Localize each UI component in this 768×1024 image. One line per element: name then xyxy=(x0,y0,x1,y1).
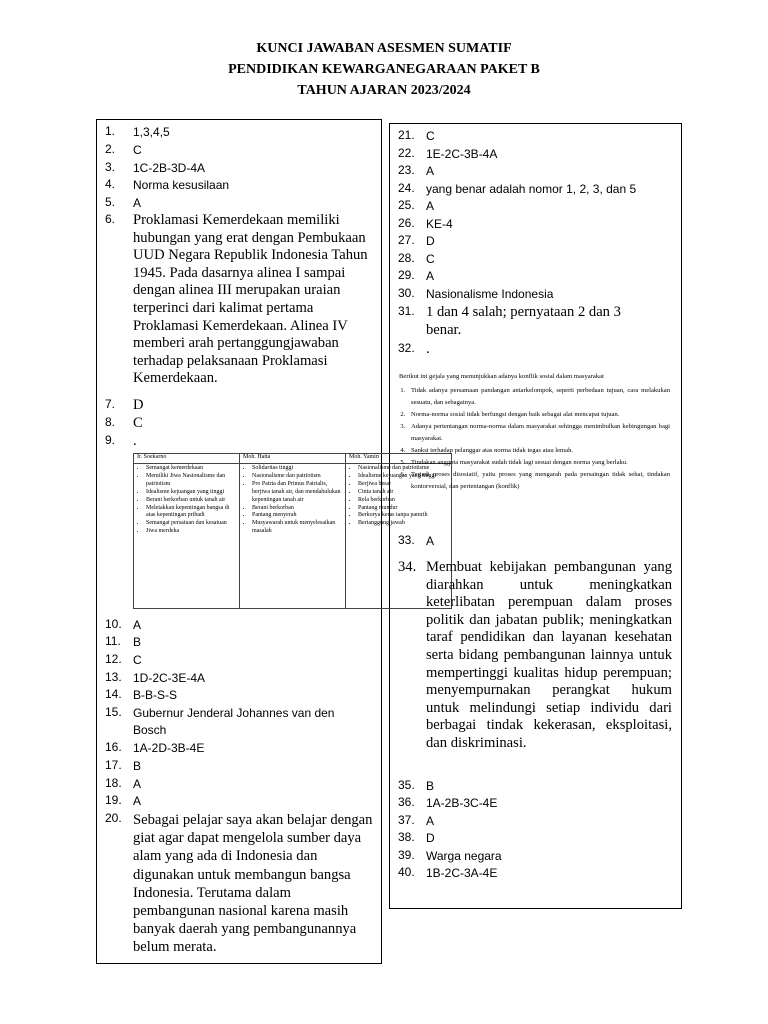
answer-item: 32. . xyxy=(398,341,430,357)
list-item: • Pantang mundur xyxy=(358,505,449,513)
answer-item: 11. B xyxy=(105,634,142,649)
list-item: 1. Tidak adanya persamaan pandangan antarkelompok, seperti perbedaan tujuan, cara melakukan sesuatu, dan sebagainya. xyxy=(407,385,670,409)
list-item: • Idealisme kejuangan yang tinggi xyxy=(358,473,449,481)
list-item: • Meletakkan kepentingan bangsa di atas kepentingan pribadi xyxy=(146,505,237,521)
table-column xyxy=(134,464,240,608)
answer-item: 39. Warga negara xyxy=(398,848,502,863)
answer-item: 12. C xyxy=(105,652,142,667)
list-item: 5. Tindakan anggota masyarakat sudah tidak lagi sesuai dengan norma yang berlaku. xyxy=(407,457,670,469)
table-header-cell: Moh. Yamin xyxy=(349,454,379,460)
list-item: • Berani berkorban untuk tanah air xyxy=(146,497,237,505)
table-header-cell: Moh. Hatta xyxy=(240,454,346,463)
list-item: • Rela berkorban xyxy=(358,497,449,505)
answer-item: 35. B xyxy=(398,778,435,793)
list-item: • Berkorya keras tanpa pamrih xyxy=(358,512,449,520)
answer-item: 40. 1B-2C-3A-4E xyxy=(398,865,498,880)
answer-item: 20. Sebagai pelajar saya akan belajar dengan giat agar dapat mengelola sumber daya alam yang ada di Indonesia dan digunakan untuk membangun bangsa Indonesia. Terutama dalam pembangunan nasional karena masih banyak daerah yang pembangunannya belum merata. xyxy=(105,811,373,956)
list-item: 2. Norma-norma sosial tidak berfungsi dengan baik sebagai alat mencapai tujuan. xyxy=(407,409,670,421)
answer-item: 6. Proklamasi Kemerdekaan memiliki hubungan yang erat dengan Pembukaan UUD Negara Republik Indonesia Tahun 1945. Pada dasarnya alinea I sampai dengan alinea III merupakan uraian terperinci dari kalimat pertama Proklamasi Kemerdekaan. Alinea IV memberi arah pertanggungjawaban terhadap pelaksanaan Proklamasi Kemerdekaan. xyxy=(105,212,368,387)
answer-item: 2. C xyxy=(105,142,142,157)
answer-item: 7. D xyxy=(105,397,144,413)
list-item: • Bertanggung jawab xyxy=(358,520,449,528)
list-item: • Cinta tanah air xyxy=(358,489,449,497)
answer-item: 24. yang benar adalah nomor 1, 2, 3, dan 5 xyxy=(398,181,637,196)
answer-item: 14. B-B-S-S xyxy=(105,687,178,702)
list-item: 6. Terjadi proses disosiatif, yaitu proses yang mengarah pada persaingan tidak sehat, tindakan kontorversial, dan pertentangan (konflik) xyxy=(407,469,670,493)
list-item: • Musyawarah untuk menyelesaikan masalah xyxy=(252,520,343,536)
answer-item: 18. A xyxy=(105,776,142,791)
list-item: • Memiliki Jiwa Nasionalisme dan patriotism xyxy=(146,473,237,489)
list-item: 4. Sanksi terhadap pelanggar atas norma tidak tegas atau lemah. xyxy=(407,445,670,457)
document-title: KUNCI JAWABAN ASESMEN SUMATIF xyxy=(256,41,512,56)
answer-item: 22. 1E-2C-3B-4A xyxy=(398,146,498,161)
document-year: TAHUN AJARAN 2023/2024 xyxy=(297,83,471,98)
answer-item: 13. 1D-2C-3E-4A xyxy=(105,670,206,685)
document-subject: PENDIDIKAN KEWARGANEGARAAN PAKET B xyxy=(228,62,540,77)
answer-item: 38. D xyxy=(398,830,435,845)
answer-item: 4. Norma kesusilaan xyxy=(105,177,230,192)
answer-item: 34. Membuat kebijakan pembangunan yang diarahkan untuk meningkatkan keterlibatan perempuan dalam proses politik dan jabatan publik; meningkatkan taraf pendidikan dan layanan kesehatan serta bidang pembangunan lainnya untuk mempertinggi kualitas hidup perempuan; menyempurnakan perangkat hukum untuk melindungi setiap individu dari berbagai tindak kekerasan, eksploitasi, dan diskriminasi. xyxy=(398,559,672,751)
answer-item: 9. . xyxy=(105,433,137,449)
table-column xyxy=(240,464,346,608)
list-item: • Nasionalisme dan patriotism xyxy=(252,473,343,481)
answer-item: 23. A xyxy=(398,163,435,178)
list-item: • Idealisme kejuangan yang tinggi xyxy=(146,489,237,497)
answer-item: 26. KE-4 xyxy=(398,216,453,231)
note-intro: Berikut ini gejala yang menunjukkan adanya konflik sosial dalam masyarakat xyxy=(399,373,604,380)
list-item: • Semangat kemerdekaan xyxy=(146,465,237,473)
answer-item: 28. C xyxy=(398,251,435,266)
answer-item: 17. B xyxy=(105,758,142,773)
answer-item: 19. A xyxy=(105,793,142,808)
answer-item: 27. D xyxy=(398,233,435,248)
answer-item: 8. C xyxy=(105,415,143,431)
answer-item: 31. 1 dan 4 salah; pernyataan 2 dan 3 benar. xyxy=(398,304,621,338)
answer-item: 10. A xyxy=(105,617,142,632)
answer-item: 33. A xyxy=(398,533,435,548)
answer-item: 25. A xyxy=(398,198,435,213)
answer-item: 5. A xyxy=(105,195,142,210)
answer-item: 30. Nasionalisme Indonesia xyxy=(398,286,554,301)
answer-item: 3. 1C-2B-3D-4A xyxy=(105,160,206,175)
conflict-symptoms-note xyxy=(399,371,670,493)
table-header-cell: Ir. Soekarno xyxy=(134,454,240,463)
answer-item: 21. C xyxy=(398,128,435,143)
answer-item: 37. A xyxy=(398,813,435,828)
answer-item: 1. 1,3,4,5 xyxy=(105,124,170,139)
answer-item: 15. Gubernur Jenderal Johannes van den Bosch xyxy=(105,705,335,737)
list-item: • Pro Patria dan Primus Patrialis, berjiwa tanah air, dan mendahulukan kepentingan tanah air xyxy=(252,481,343,505)
list-item: • Berjiwa besar xyxy=(358,481,449,489)
list-item: • Jiwa merdeka xyxy=(146,528,237,536)
list-item: • Nasionalisme dan patriotisme xyxy=(358,465,449,473)
answer-item: 36. 1A-2B-3C-4E xyxy=(398,795,498,810)
list-item: • Pantang menyerah xyxy=(252,512,343,520)
list-item: • Berani berkorban xyxy=(252,505,343,513)
list-item: 3. Adanya pertentangan norma-norma dalam masyarakat sehingga menimbulkan kebingungan bagi masyarakat. xyxy=(407,421,670,445)
answer-item: 16. 1A-2D-3B-4E xyxy=(105,740,205,755)
list-item: • Solidaritas tinggi xyxy=(252,465,343,473)
list-item: • Semangat persatuan dan kesatuan xyxy=(146,520,237,528)
answer-item: 29. A xyxy=(398,268,435,283)
